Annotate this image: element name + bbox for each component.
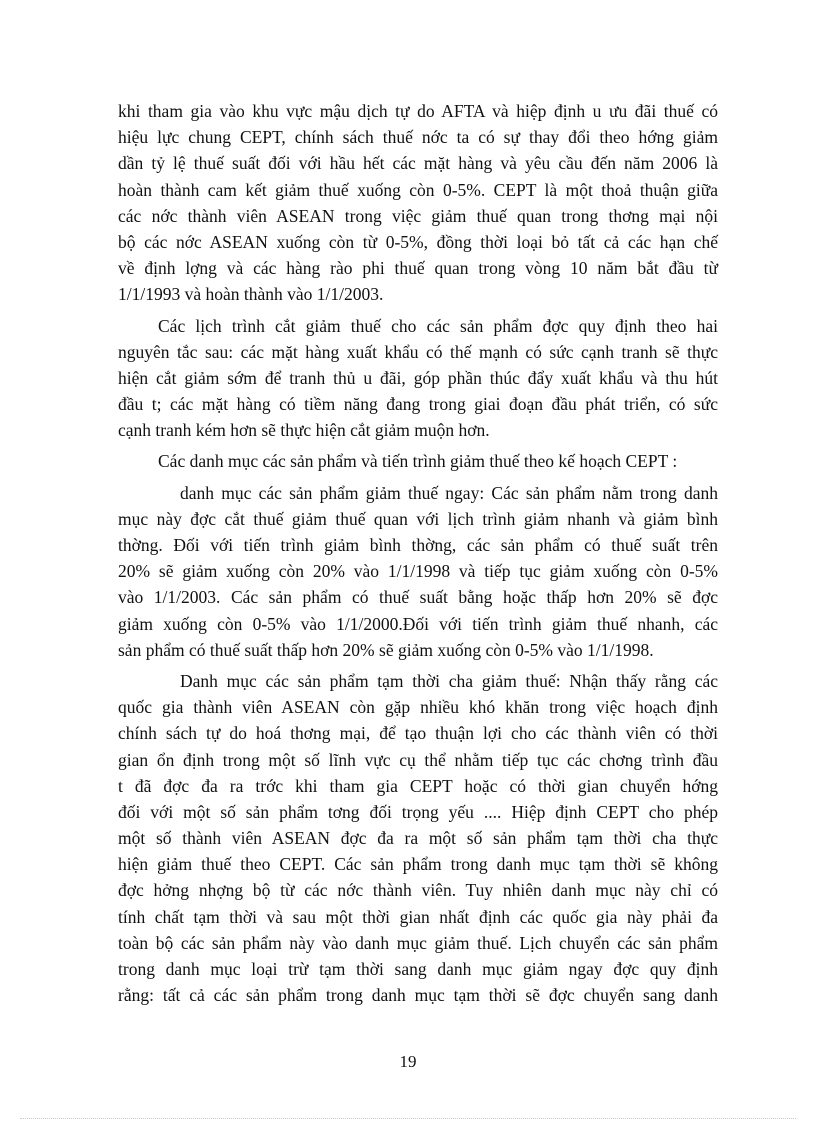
text-line: tính chất tạm thời và sau một thời gian nhất định các quốc gia này phải đa <box>118 906 718 927</box>
text-line: Các danh mục các sản phẩm và tiến trình giảm thuế theo kế hoạch CEPT : <box>158 451 678 472</box>
text-line: mục này đợc cắt thuế giảm thuế quan với lịch trình giảm nhanh và giảm bình <box>118 508 718 529</box>
body-text <box>118 98 718 1008</box>
text-line: chính sách tự do hoá thơng mại, để tạo thuận lợi cho các thành viên có thời <box>118 723 718 744</box>
text-line: khi tham gia vào khu vực mậu dịch tự do AFTA và hiệp định u ưu đãi thuế có <box>118 101 718 121</box>
text-line: thờng. Đối với tiến trình giảm bình thờng, các sản phẩm có thuế suất trên <box>118 535 718 555</box>
text-line: các nớc thành viên ASEAN trong việc giảm thuế quan trong thơng mại nội <box>118 205 718 226</box>
text-line: đợc hởng nhợng bộ từ các nớc thành viên. Tuy nhiên danh mục này chỉ có <box>118 880 718 901</box>
text-line: Danh mục các sản phẩm tạm thời cha giảm thuế: Nhận thấy rằng các <box>180 670 718 691</box>
text-line: gian ổn định trong một số lĩnh vực cụ thể nhằm tiếp tục các chơng trình đầu <box>118 749 718 770</box>
text-line: cạnh tranh kém hơn sẽ thực hiện cắt giảm muộn hơn. <box>118 420 490 441</box>
page-number: 19 <box>399 1052 417 1071</box>
text-line: hoàn thành cam kết giảm thuế xuống còn 0-5%. CEPT là một thoả thuận giữa <box>118 179 718 200</box>
text-line: một số thành viên ASEAN đợc đa ra một số sản phẩm tạm thời cha thực <box>118 828 718 849</box>
text-line: quốc gia thành viên ASEAN còn gặp nhiều khó khăn trong việc hoạch định <box>118 697 718 718</box>
text-line: 1/1/1993 và hoàn thành vào 1/1/2003. <box>118 284 384 305</box>
text-line: về định lợng và các hàng rào phi thuế quan trong vòng 10 năm bắt đầu từ <box>118 258 718 279</box>
text-line: hiện cắt giảm sớm để tranh thủ u đãi, góp phần thúc đẩy xuất khẩu và thu hút <box>118 367 718 388</box>
text-line: 20% sẽ giảm xuống còn 20% vào 1/1/1998 và tiếp tục giảm xuống còn 0-5% <box>118 561 718 582</box>
footer-dotted-rule <box>20 1118 796 1119</box>
text-line: dần tỷ lệ thuế suất đối với hầu hết các mặt hàng và yêu cầu đến năm 2006 là <box>118 153 718 174</box>
text-line: rằng: tất cả các sản phẩm trong danh mục tạm thời sẽ đợc chuyển sang danh <box>118 985 718 1006</box>
text-line: t đã đợc đa ra trớc khi tham gia CEPT hoặc có thời gian chuyển hớng <box>118 775 718 796</box>
text-line: Các lịch trình cắt giảm thuế cho các sản phẩm đợc quy định theo hai <box>158 315 718 336</box>
text-line: nguyên tắc sau: các mặt hàng xuất khẩu có thế mạnh có sức cạnh tranh sẽ thực <box>118 341 718 362</box>
text-line: sản phẩm có thuế suất thấp hơn 20% sẽ giảm xuống còn 0-5% vào 1/1/1998. <box>118 639 654 660</box>
text-line: đầu t; các mặt hàng có tiềm năng đang trong giai đoạn đầu phát triển, có sức <box>118 394 718 415</box>
text-line: toàn bộ các sản phẩm này vào danh mục giảm thuế. Lịch chuyển các sản phẩm <box>118 932 718 953</box>
text-line: trong danh mục loại trừ tạm thời sang danh mục giảm ngay đợc quy định <box>118 959 718 979</box>
text-line: vào 1/1/2003. Các sản phẩm có thuế suất bằng hoặc thấp hơn 20% sẽ đợc <box>118 587 718 608</box>
text-line: hiện giảm thuế theo CEPT. Các sản phẩm trong danh mục tạm thời sẽ không <box>118 854 718 875</box>
text-line: danh mục các sản phẩm giảm thuế ngay: Các sản phẩm nằm trong danh <box>180 482 718 503</box>
text-line: hiệu lực chung CEPT, chính sách thuế nớc ta có sự thay đổi theo hớng giảm <box>118 127 718 148</box>
text-line: đối với một số sản phẩm tơng đối trọng yếu .... Hiệp định CEPT cho phép <box>118 801 718 822</box>
text-line: giảm xuống còn 0-5% vào 1/1/2000.Đối với tiến trình giảm thuế nhanh, các <box>118 613 718 634</box>
text-line: bộ các nớc ASEAN xuống còn từ 0-5%, đồng thời loại bỏ tất cả các hạn chế <box>118 231 718 252</box>
